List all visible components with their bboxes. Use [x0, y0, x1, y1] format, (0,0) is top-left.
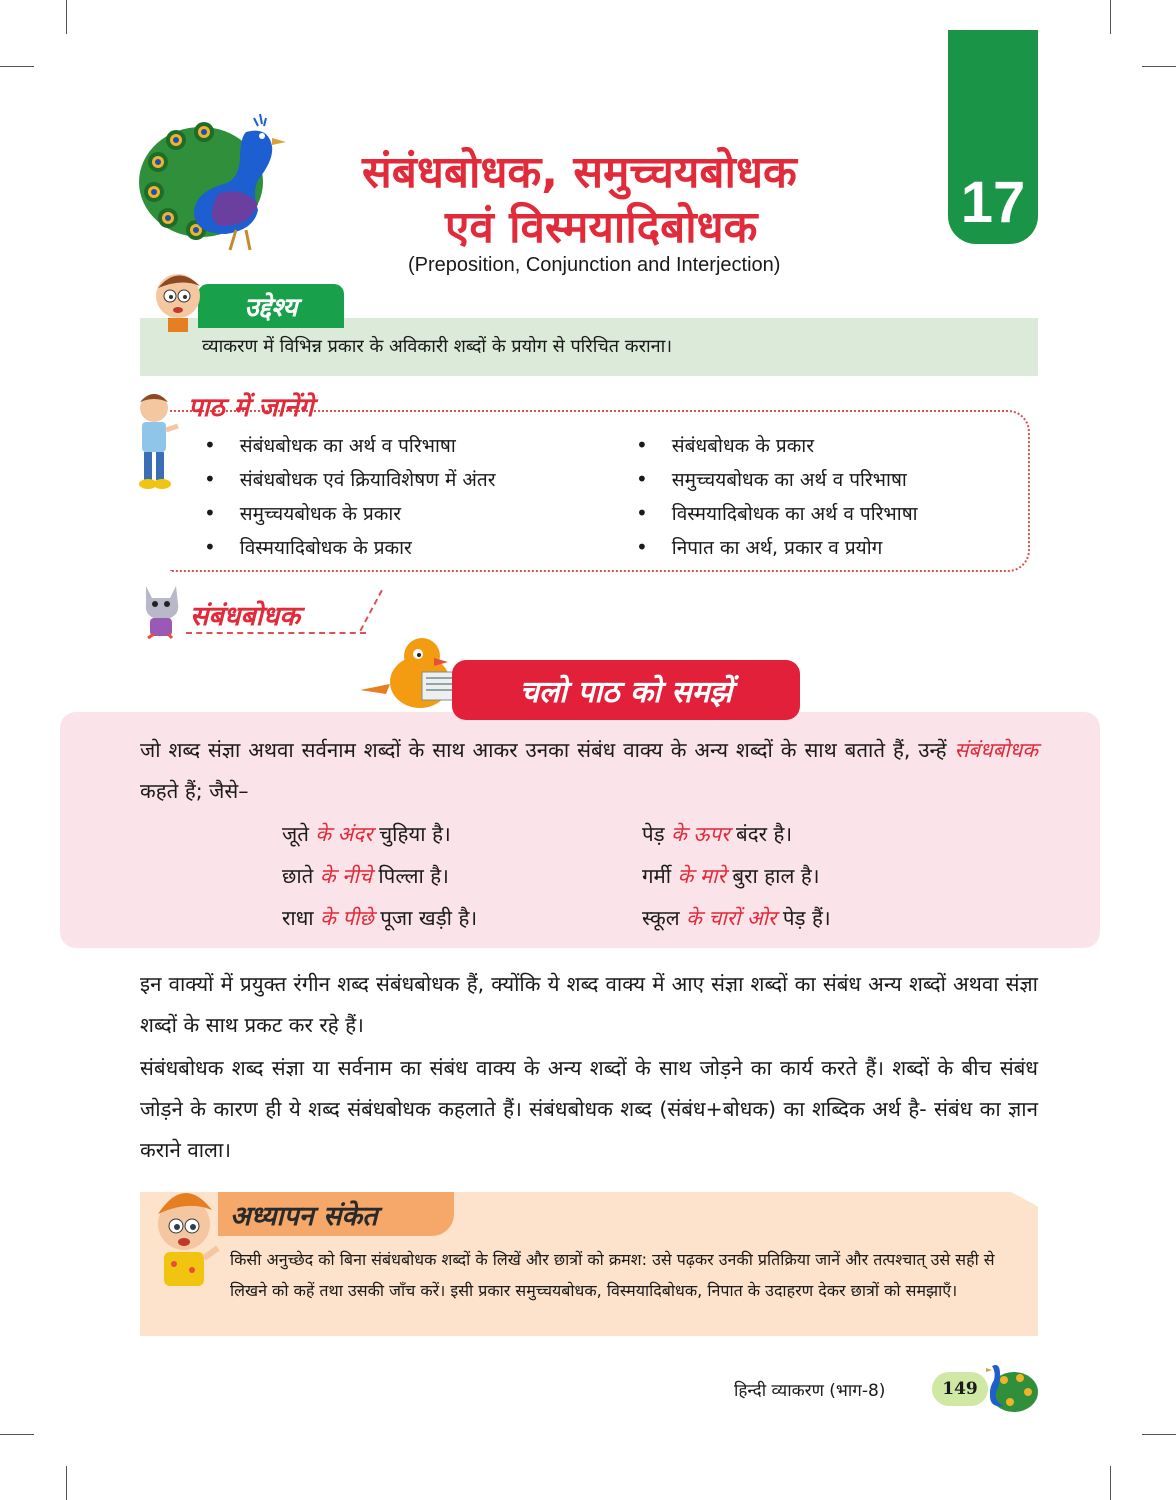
- example-sentence: पेड़ के ऊपर बंदर है।: [642, 822, 793, 846]
- section-heading: संबंधबोधक: [190, 601, 301, 632]
- cartoon-teacher-boy-icon: [150, 1186, 224, 1290]
- example-sentence: छाते के नीचे पिल्ला है।: [282, 864, 449, 888]
- chapter-number: 17: [960, 170, 1026, 235]
- learn-item: • विस्मयादिबोधक के प्रकार: [204, 534, 412, 560]
- chapter-title-line2: एवं विस्मयादिबोधक: [445, 202, 758, 253]
- chapter-subtitle: (Preposition, Conjunction and Interjection): [408, 254, 781, 276]
- objective-heading: उद्देश्य: [198, 284, 344, 328]
- crop-mark: [1142, 66, 1176, 67]
- definition-text: कहते हैं; जैसे–: [140, 779, 249, 803]
- crop-mark: [1142, 1434, 1176, 1435]
- learn-item: • निपात का अर्थ, प्रकार व प्रयोग: [636, 534, 882, 560]
- crop-mark: [1110, 0, 1111, 34]
- section-underline: [186, 632, 366, 634]
- teaching-hint-heading: अध्यापन संकेत: [230, 1201, 378, 1232]
- peacock-illustration: [136, 112, 296, 252]
- learn-item: • विस्मयादिबोधक का अर्थ व परिभाषा: [636, 500, 918, 526]
- crop-mark: [1110, 1466, 1111, 1500]
- chapter-title-line1: संबंधबोधक, समुच्चयबोधक: [362, 147, 797, 198]
- example-sentence: स्कूल के चारों ओर पेड़ हैं।: [642, 906, 831, 930]
- learn-item: • समुच्चयबोधक के प्रकार: [204, 500, 401, 526]
- learn-heading: पाठ में जानेंगे: [188, 393, 314, 423]
- learn-item: • संबंधबोधक एवं क्रियाविशेषण में अंतर: [204, 466, 496, 492]
- teaching-hint-text: किसी अनुच्छेद को बिना संबंधबोधक शब्दों के लिखें और छात्रों को क्रमश: उसे पढ़कर उनकी प्रतिक्रिया जानें और तत्पश्चात् उसे सही से लिखने को कहें तथा उसकी जाँच करें। इसी प्रकार समुच्चयबोधक, विस्मयादिबोधक, निपात के उदाहरण देकर छात्रों को समझाएँ।: [230, 1250, 995, 1300]
- cartoon-boy-pointing-icon: [132, 390, 180, 490]
- crop-mark: [66, 0, 67, 34]
- body-paragraph-1: इन वाक्यों में प्रयुक्त रंगीन शब्द संबंधबोधक हैं, क्योंकि ये शब्द वाक्य में आए संज्ञा शब्दों का संबंध अन्य शब्दों अथवा संज्ञा शब्दों के साथ प्रकट कर रहे हैं।: [140, 972, 1038, 1037]
- lesson-badge: चलो पाठ को समझें: [452, 660, 800, 720]
- example-sentence: राधा के पीछे पूजा खड़ी है।: [282, 906, 478, 930]
- example-sentence: जूते के अंदर चुहिया है।: [282, 822, 451, 846]
- learn-item: • समुच्चयबोधक का अर्थ व परिभाषा: [636, 466, 907, 492]
- learn-item: • संबंधबोधक का अर्थ व परिभाषा: [204, 432, 456, 458]
- objective-text: व्याकरण में विभिन्न प्रकार के अविकारी शब्दों के प्रयोग से परिचित कराना।: [202, 336, 673, 357]
- definition-paragraph: [140, 730, 1038, 812]
- reading-bird-icon: [360, 632, 464, 716]
- footer-book-title: हिन्दी व्याकरण (भाग-8): [734, 1381, 886, 1401]
- crop-mark: [0, 1434, 34, 1435]
- cartoon-cat-icon: [138, 580, 184, 640]
- small-peacock-icon: [980, 1358, 1040, 1416]
- example-sentence: गर्मी के मारे बुरा हाल है।: [642, 864, 820, 888]
- body-paragraph-2: संबंधबोधक शब्द संज्ञा या सर्वनाम का संबंध वाक्य के अन्य शब्दों के साथ जोड़ने का कार्य करते हैं। शब्दों के बीच संबंध जोड़ने के कारण ही ये शब्द संबंधबोधक कहलाते हैं। संबंधबोधक शब्द (संबंध+बोधक) का शब्दिक अर्थ है- संबंध का ज्ञान कराने वाला।: [140, 1056, 1038, 1162]
- page-number: 149: [932, 1372, 988, 1406]
- learn-item: • संबंधबोधक के प्रकार: [636, 432, 814, 458]
- crop-mark: [0, 66, 34, 67]
- crop-mark: [66, 1466, 67, 1500]
- section-divider: [359, 590, 384, 632]
- definition-text: जो शब्द संज्ञा अथवा सर्वनाम शब्दों के साथ आकर उनका संबंध वाक्य के अन्य शब्दों के साथ बताते हैं, उन्हें: [140, 738, 955, 762]
- definition-term: संबंधबोधक: [954, 738, 1038, 762]
- cartoon-boy-icon: [150, 268, 206, 332]
- chapter-number-tab: [948, 30, 1038, 244]
